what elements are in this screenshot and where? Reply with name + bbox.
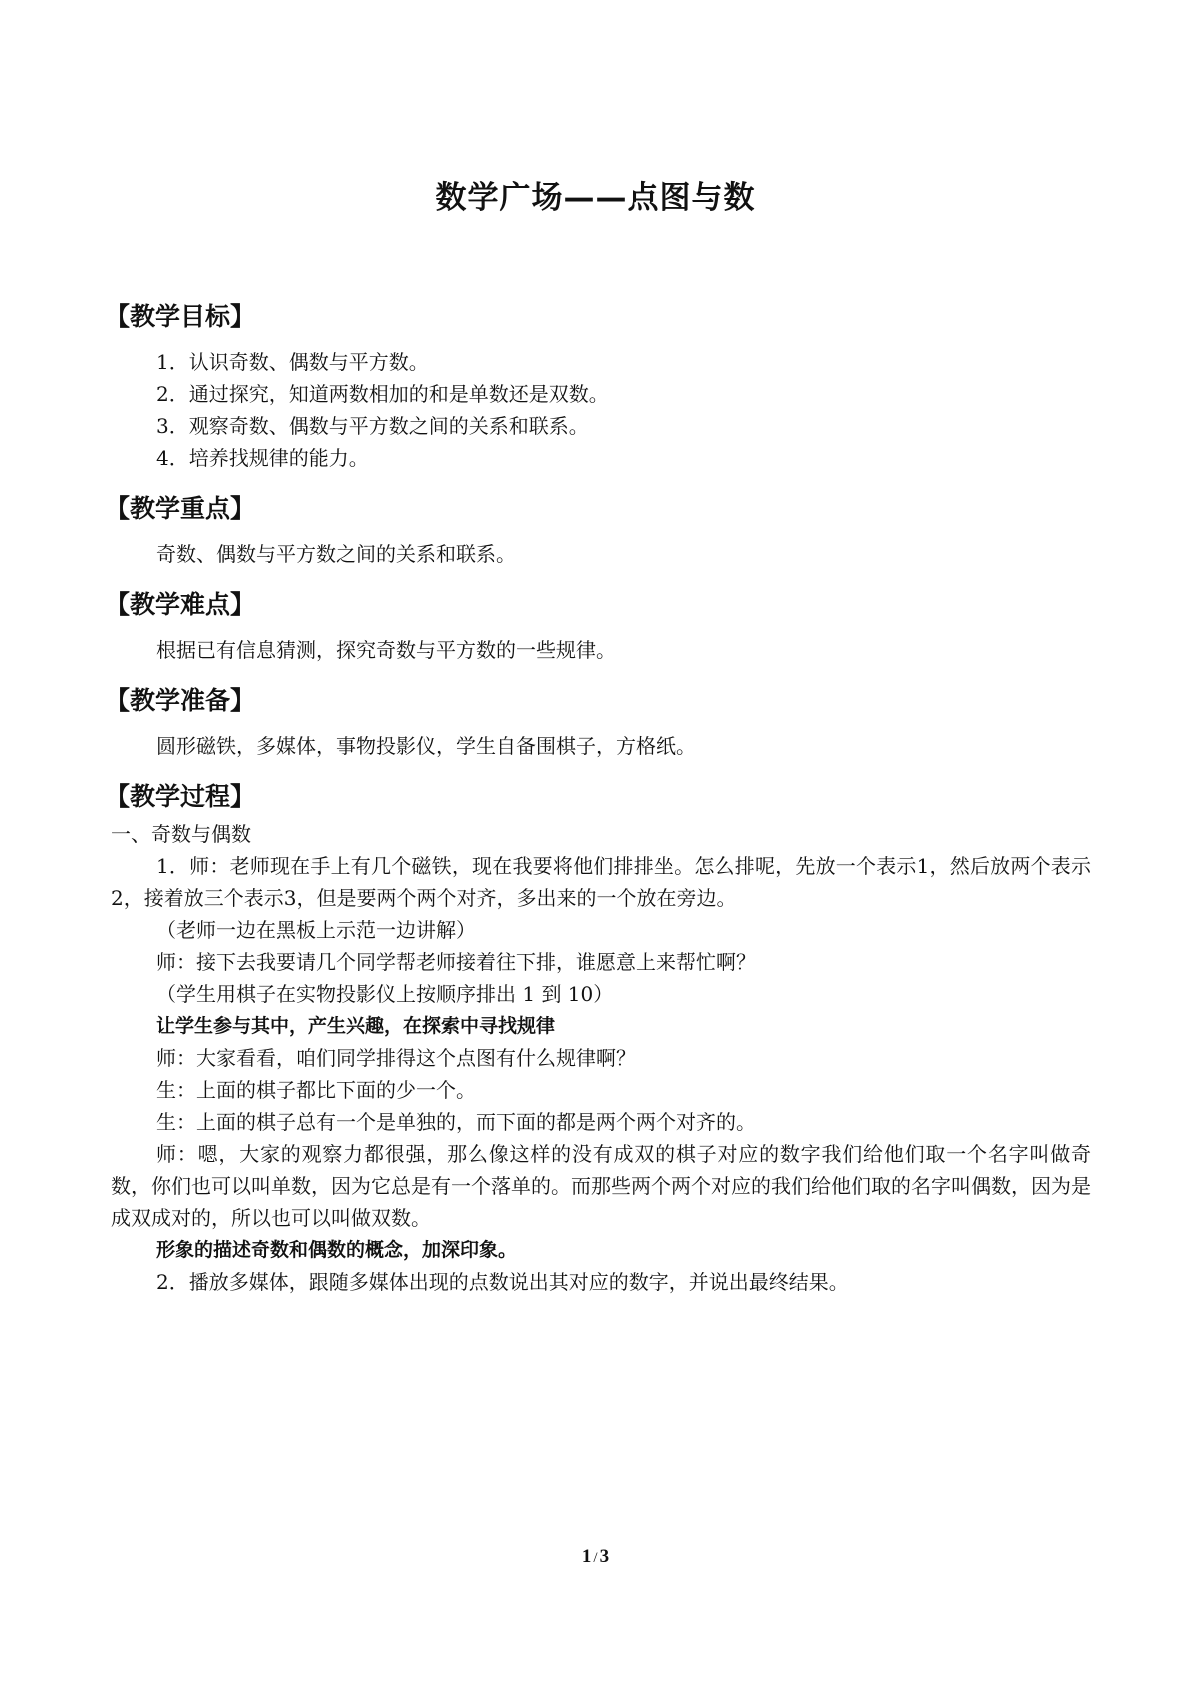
list-item: 1．认识奇数、偶数与平方数。 (156, 350, 429, 374)
page-current: 1 (581, 1546, 592, 1567)
goals-list (111, 346, 1091, 474)
key-points-text: 奇数、偶数与平方数之间的关系和联系。 (156, 542, 516, 566)
page-title: 数学广场——点图与数 (435, 180, 756, 216)
section-heading-goals: 【教学目标】 (105, 302, 256, 331)
process-paragraph: 师：大家看看，咱们同学排得这个点图有什么规律啊？ (156, 1046, 636, 1070)
page-separator: / (593, 1550, 598, 1566)
preparation-text: 圆形磁铁，多媒体，事物投影仪，学生自备围棋子，方格纸。 (156, 734, 696, 758)
process-paragraph: （老师一边在黑板上示范一边讲解） (156, 918, 476, 942)
process-paragraph: 2．播放多媒体，跟随多媒体出现的点数说出其对应的数字，并说出最终结果。 (156, 1270, 849, 1294)
list-item: 2．通过探究，知道两数相加的和是单数还是双数。 (156, 382, 609, 406)
page-number (0, 1546, 1191, 1568)
list-item: 3．观察奇数、偶数与平方数之间的关系和联系。 (156, 414, 589, 438)
section-heading-preparation: 【教学准备】 (105, 686, 256, 715)
process-paragraph: 生：上面的棋子总有一个是单独的，而下面的都是两个两个对齐的。 (156, 1110, 756, 1134)
process-paragraph: （学生用棋子在实物投影仪上按顺序排出 1 到 10） (156, 982, 614, 1006)
section-heading-key-points: 【教学重点】 (105, 494, 256, 523)
process-subheading: 一、奇数与偶数 (111, 822, 251, 846)
process-paragraph: 生：上面的棋子都比下面的少一个。 (156, 1078, 476, 1102)
process-paragraph: 师：接下去我要请几个同学帮老师接着往下排，谁愿意上来帮忙啊？ (156, 950, 756, 974)
process-emphasis: 形象的描述奇数和偶数的概念，加深印象。 (156, 1239, 518, 1261)
section-heading-difficulties: 【教学难点】 (105, 590, 256, 619)
document-body (105, 300, 1091, 1298)
page-total: 3 (599, 1546, 610, 1567)
process-paragraph: 1．师：老师现在手上有几个磁铁，现在我要将他们排排坐。怎么排呢，先放一个表示1，然后放两个表示2，接着放三个表示3，但是要两个两个对齐，多出来的一个放在旁边。 (111, 854, 1091, 910)
section-heading-process: 【教学过程】 (105, 782, 256, 811)
list-item: 4．培养找规律的能力。 (156, 446, 369, 470)
process-paragraph: 师：嗯，大家的观察力都很强，那么像这样的没有成双的棋子对应的数字我们给他们取一个名字叫做奇数，你们也可以叫单数，因为它总是有一个落单的。而那些两个两个对应的我们给他们取的名字叫偶数，因为是成双成对的，所以也可以叫做双数。 (111, 1142, 1091, 1230)
difficulties-text: 根据已有信息猜测，探究奇数与平方数的一些规律。 (156, 638, 616, 662)
process-emphasis: 让学生参与其中，产生兴趣，在探索中寻找规律 (156, 1015, 556, 1037)
